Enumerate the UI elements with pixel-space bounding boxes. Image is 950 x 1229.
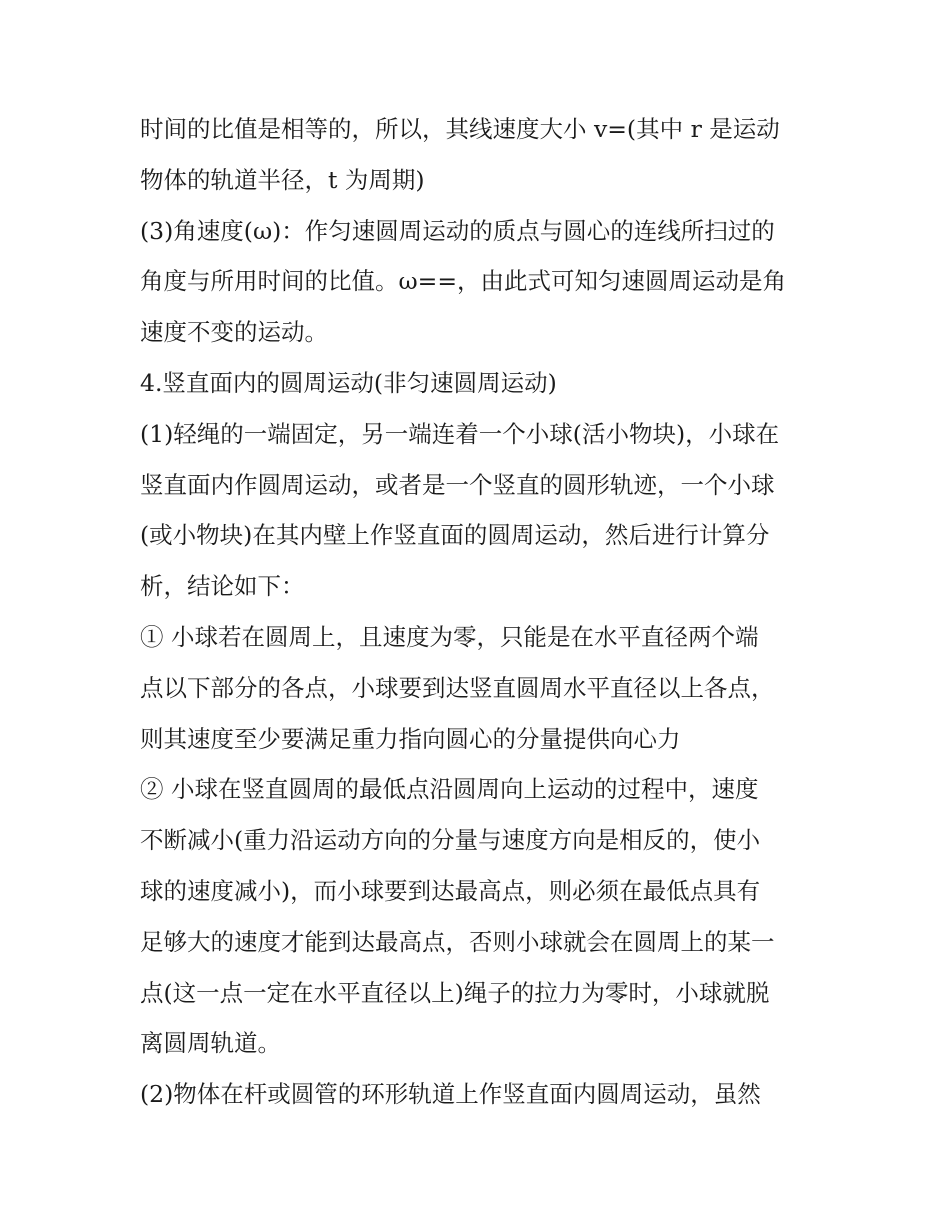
text-line-17: 足够大的速度才能到达最高点，否则小球就会在圆周上的某一	[140, 927, 775, 956]
text-line-11: ① 小球若在圆周上，且速度为零，只能是在水平直径两个端	[140, 622, 759, 651]
text-line-14: ② 小球在竖直圆周的最低点沿圆周向上运动的过程中，速度	[140, 775, 759, 804]
text-line-13: 则其速度至少要满足重力指向圆心的分量提供向心力	[140, 724, 681, 753]
text-line-10: 析，结论如下：	[140, 572, 305, 601]
text-line-2: 物体的轨道半径，t 为周期)	[140, 165, 425, 194]
text-line-12: 点以下部分的各点，小球要到达竖直圆周水平直径以上各点，	[140, 673, 775, 702]
section-heading: 4.竖直面内的圆周运动(非匀速圆周运动)	[140, 368, 557, 397]
text-line-9: (或小物块)在其内壁上作竖直面的圆周运动，然后进行计算分	[140, 521, 770, 550]
text-line-8: 竖直面内作圆周运动，或者是一个竖直的圆形轨迹，一个小球	[140, 470, 775, 499]
text-line-20: (2)物体在杆或圆管的环形轨道上作竖直面内圆周运动，虽然	[140, 1080, 761, 1109]
text-line-16: 球的速度减小)，而小球要到达最高点，则必须在最低点具有	[140, 876, 761, 905]
text-line-7: (1)轻绳的一端固定，另一端连着一个小球(活小物块)，小球在	[140, 419, 780, 448]
text-line-3: (3)角速度(ω)：作匀速圆周运动的质点与圆心的连线所扫过的	[140, 216, 775, 245]
text-line-15: 不断减小(重力沿运动方向的分量与速度方向是相反的，使小	[140, 826, 761, 855]
text-line-4: 角度与所用时间的比值。ω==，由此式可知匀速圆周运动是角	[140, 267, 787, 296]
text-line-1: 时间的比值是相等的，所以，其线速度大小 v=(其中 r 是运动	[140, 115, 780, 143]
text-line-5: 速度不变的运动。	[140, 318, 328, 347]
text-line-19: 离圆周轨道。	[140, 1029, 281, 1058]
text-line-18: 点(这一点一定在水平直径以上)绳子的拉力为零时，小球就脱	[140, 978, 770, 1007]
body-text	[140, 104, 820, 1120]
